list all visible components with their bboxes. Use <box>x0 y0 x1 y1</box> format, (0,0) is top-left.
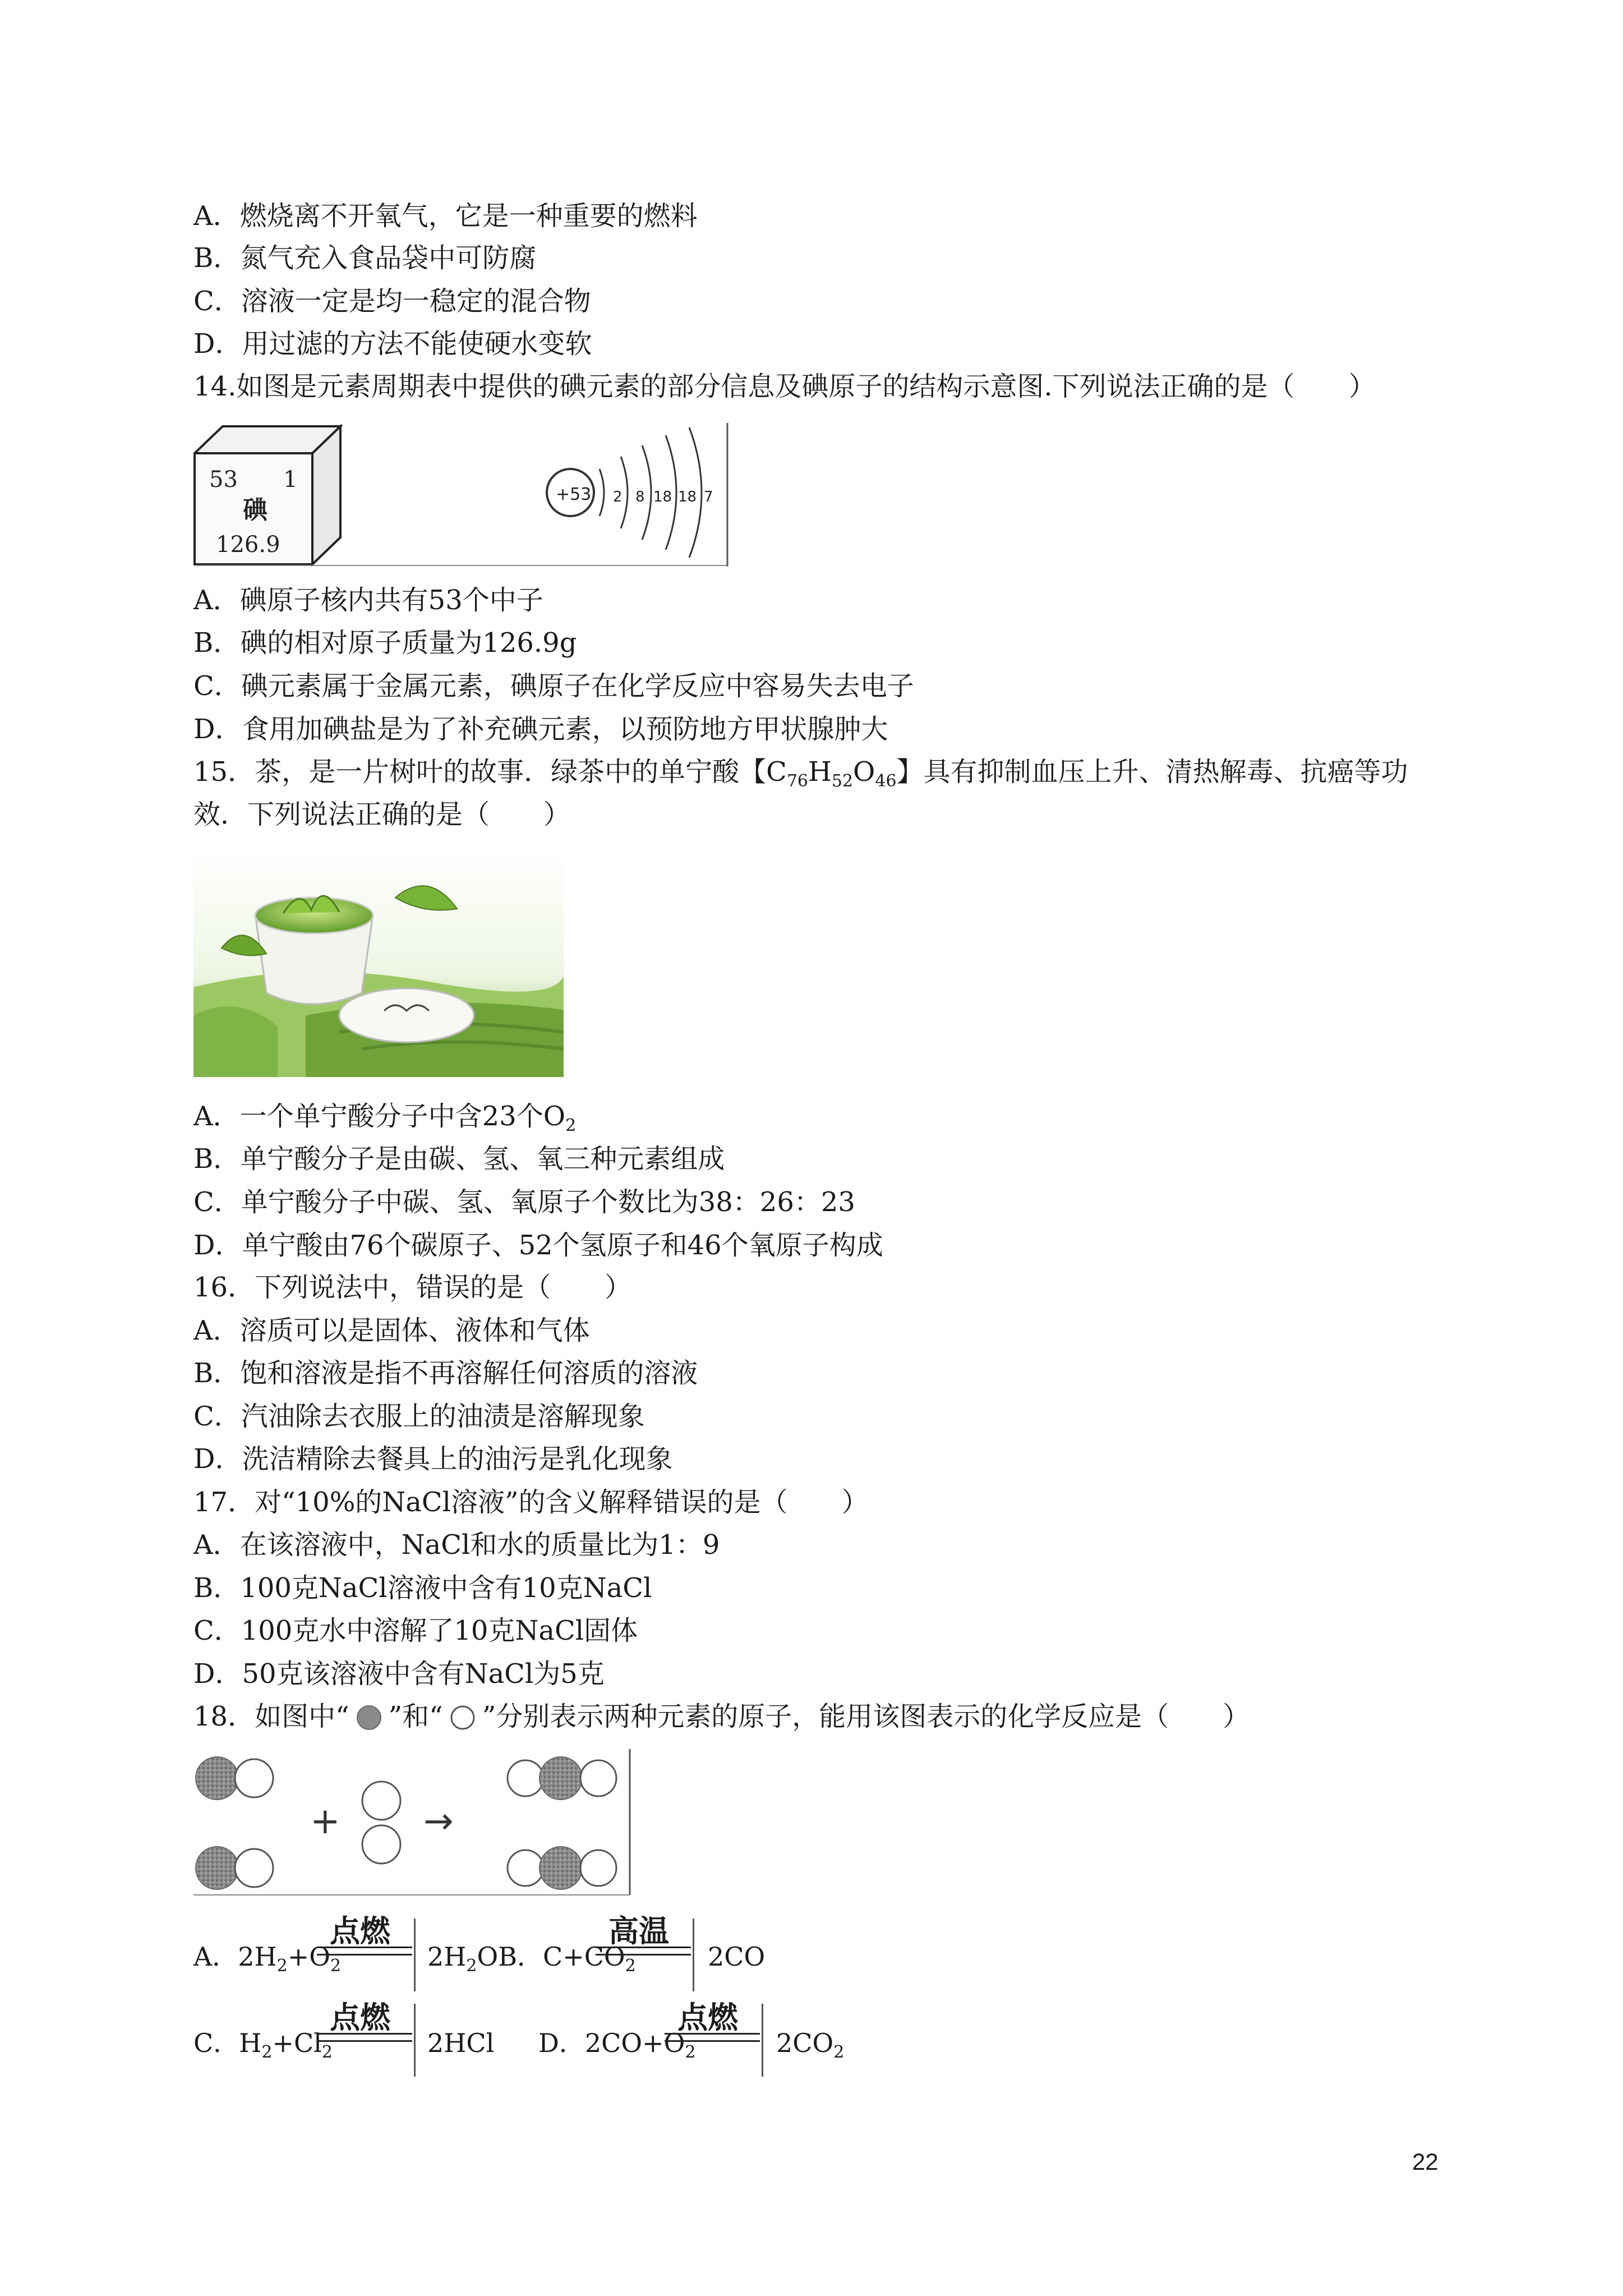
shell-3: 18 <box>653 489 672 505</box>
q17-option-a: A．在该溶液中，NaCl和水的质量比为1：9 <box>193 1529 720 1561</box>
q18-a-condition: 点燃 <box>330 1913 390 1949</box>
shell-2: 8 <box>635 489 645 505</box>
q13-option-d: D．用过滤的方法不能使硬水变软 <box>193 328 592 360</box>
q16-option-c: C．汽油除去衣服上的油渍是溶解现象 <box>193 1401 645 1432</box>
q14-option-a: A．碘原子核内共有53个中子 <box>193 585 543 616</box>
q18-c-bar <box>414 2004 416 2077</box>
shell-4: 18 <box>678 489 697 505</box>
q15-stem-line2: 效．下列说法正确的是（ ） <box>193 799 571 830</box>
q18-stem: 18．如图中“ ”和“ ”分别表示两种元素的原子，能用该图表示的化学反应是（ ） <box>193 1701 1250 1732</box>
q18-c-condition: 点燃 <box>330 2000 390 2035</box>
q18-a-equals <box>317 1947 412 1955</box>
q14-iodine-figure <box>193 420 732 567</box>
q15-stem: 15．茶，是一片树叶的故事．绿茶中的单宁酸【$C_{76}H_{52}O_{46}$】具有抑制血压上升、清热解毒、抗癌等功 <box>193 756 1408 791</box>
q16-option-b: B．饱和溶液是指不再溶解任何溶质的溶液 <box>193 1358 698 1389</box>
green-tea-image <box>193 847 564 1077</box>
q18-c-equals <box>317 2033 412 2042</box>
q18-option-d-reactants: D．$2CO+O_2$ <box>538 2028 696 2062</box>
q18-b-bar <box>693 1918 694 1991</box>
q16-option-d: D．洗洁精除去餐具上的油污是乳化现象 <box>193 1443 673 1475</box>
q18-a-bar <box>414 1918 416 1991</box>
iodine-mass: 126.9 <box>216 532 280 558</box>
q18-option-b-product: 2CO <box>708 1941 766 1972</box>
q14-option-d: D．食用加碘盐是为了补充碘元素，以预防地方甲状腺肿大 <box>193 714 888 745</box>
q18-option-c-reactants: C．$H_2+Cl_2$ <box>193 2028 333 2062</box>
iodine-valence: 1 <box>283 467 298 493</box>
q13-option-c: C．溶液一定是均一稳定的混合物 <box>193 286 591 317</box>
iodine-symbol: 碘 <box>243 496 268 524</box>
q15-option-d: D．单宁酸由76个碳原子、52个氢原子和46个氧原子构成 <box>193 1230 883 1261</box>
q16-stem: 16．下列说法中，错误的是（ ） <box>193 1272 632 1303</box>
plus-sign: + <box>310 1801 340 1842</box>
q18-option-d-product: $2CO_2$ <box>776 2028 845 2062</box>
page-number: 22 <box>1412 2148 1438 2175</box>
q18-d-bar <box>762 2004 763 2077</box>
dark-atom-icon <box>349 1704 389 1731</box>
q18-b-condition: 高温 <box>608 1913 669 1949</box>
reaction-arrow: → <box>423 1801 454 1842</box>
light-atom-icon <box>443 1704 482 1731</box>
q15-option-a: A．一个单宁酸分子中含23个$O_2$ <box>193 1101 577 1135</box>
q14-stem: 14.如图是元素周期表中提供的碘元素的部分信息及碘原子的结构示意图.下列说法正确的是（ ） <box>193 371 1376 402</box>
q17-stem: 17．对“10%的NaCl溶液”的含义解释错误的是（ ） <box>193 1487 869 1518</box>
q18-option-a-products: $2H_2OB$．$C+CO_2$ <box>427 1941 636 1976</box>
q18-option-c-product: 2HCl <box>427 2028 495 2058</box>
nucleus-charge: +53 <box>556 485 592 504</box>
q17-option-c: C．100克水中溶解了10克NaCl固体 <box>193 1615 638 1646</box>
q18-b-equals <box>596 1947 691 1955</box>
q16-option-a: A．溶质可以是固体、液体和气体 <box>193 1315 590 1346</box>
shell-1: 2 <box>613 489 623 505</box>
q18-d-condition: 点燃 <box>677 2000 738 2035</box>
q15-option-b: B．单宁酸分子是由碳、氢、氧三种元素组成 <box>193 1143 725 1175</box>
iodine-diagram <box>193 420 732 567</box>
q15-option-c: C．单宁酸分子中碳、氢、氧原子个数比为38：26：23 <box>193 1186 855 1218</box>
q13-option-a: A．燃烧离不开氧气，它是一种重要的燃料 <box>193 200 698 232</box>
q14-option-c: C．碘元素属于金属元素，碘原子在化学反应中容易失去电子 <box>193 670 914 702</box>
q17-option-d: D．50克该溶液中含有NaCl为5克 <box>193 1658 605 1690</box>
q18-d-equals <box>665 2033 760 2042</box>
q18-option-a-reactants: A．$2H_2+O_2$ <box>193 1941 342 1976</box>
shell-5: 7 <box>704 489 713 505</box>
q18-reaction-figure <box>193 1749 631 1896</box>
iodine-number: 53 <box>209 467 238 493</box>
q14-option-b: B．碘的相对原子质量为126.9g <box>193 627 577 659</box>
q13-option-b: B．氮气充入食品袋中可防腐 <box>193 242 537 274</box>
q17-option-b: B．100克NaCl溶液中含有10克NaCl <box>193 1572 652 1604</box>
